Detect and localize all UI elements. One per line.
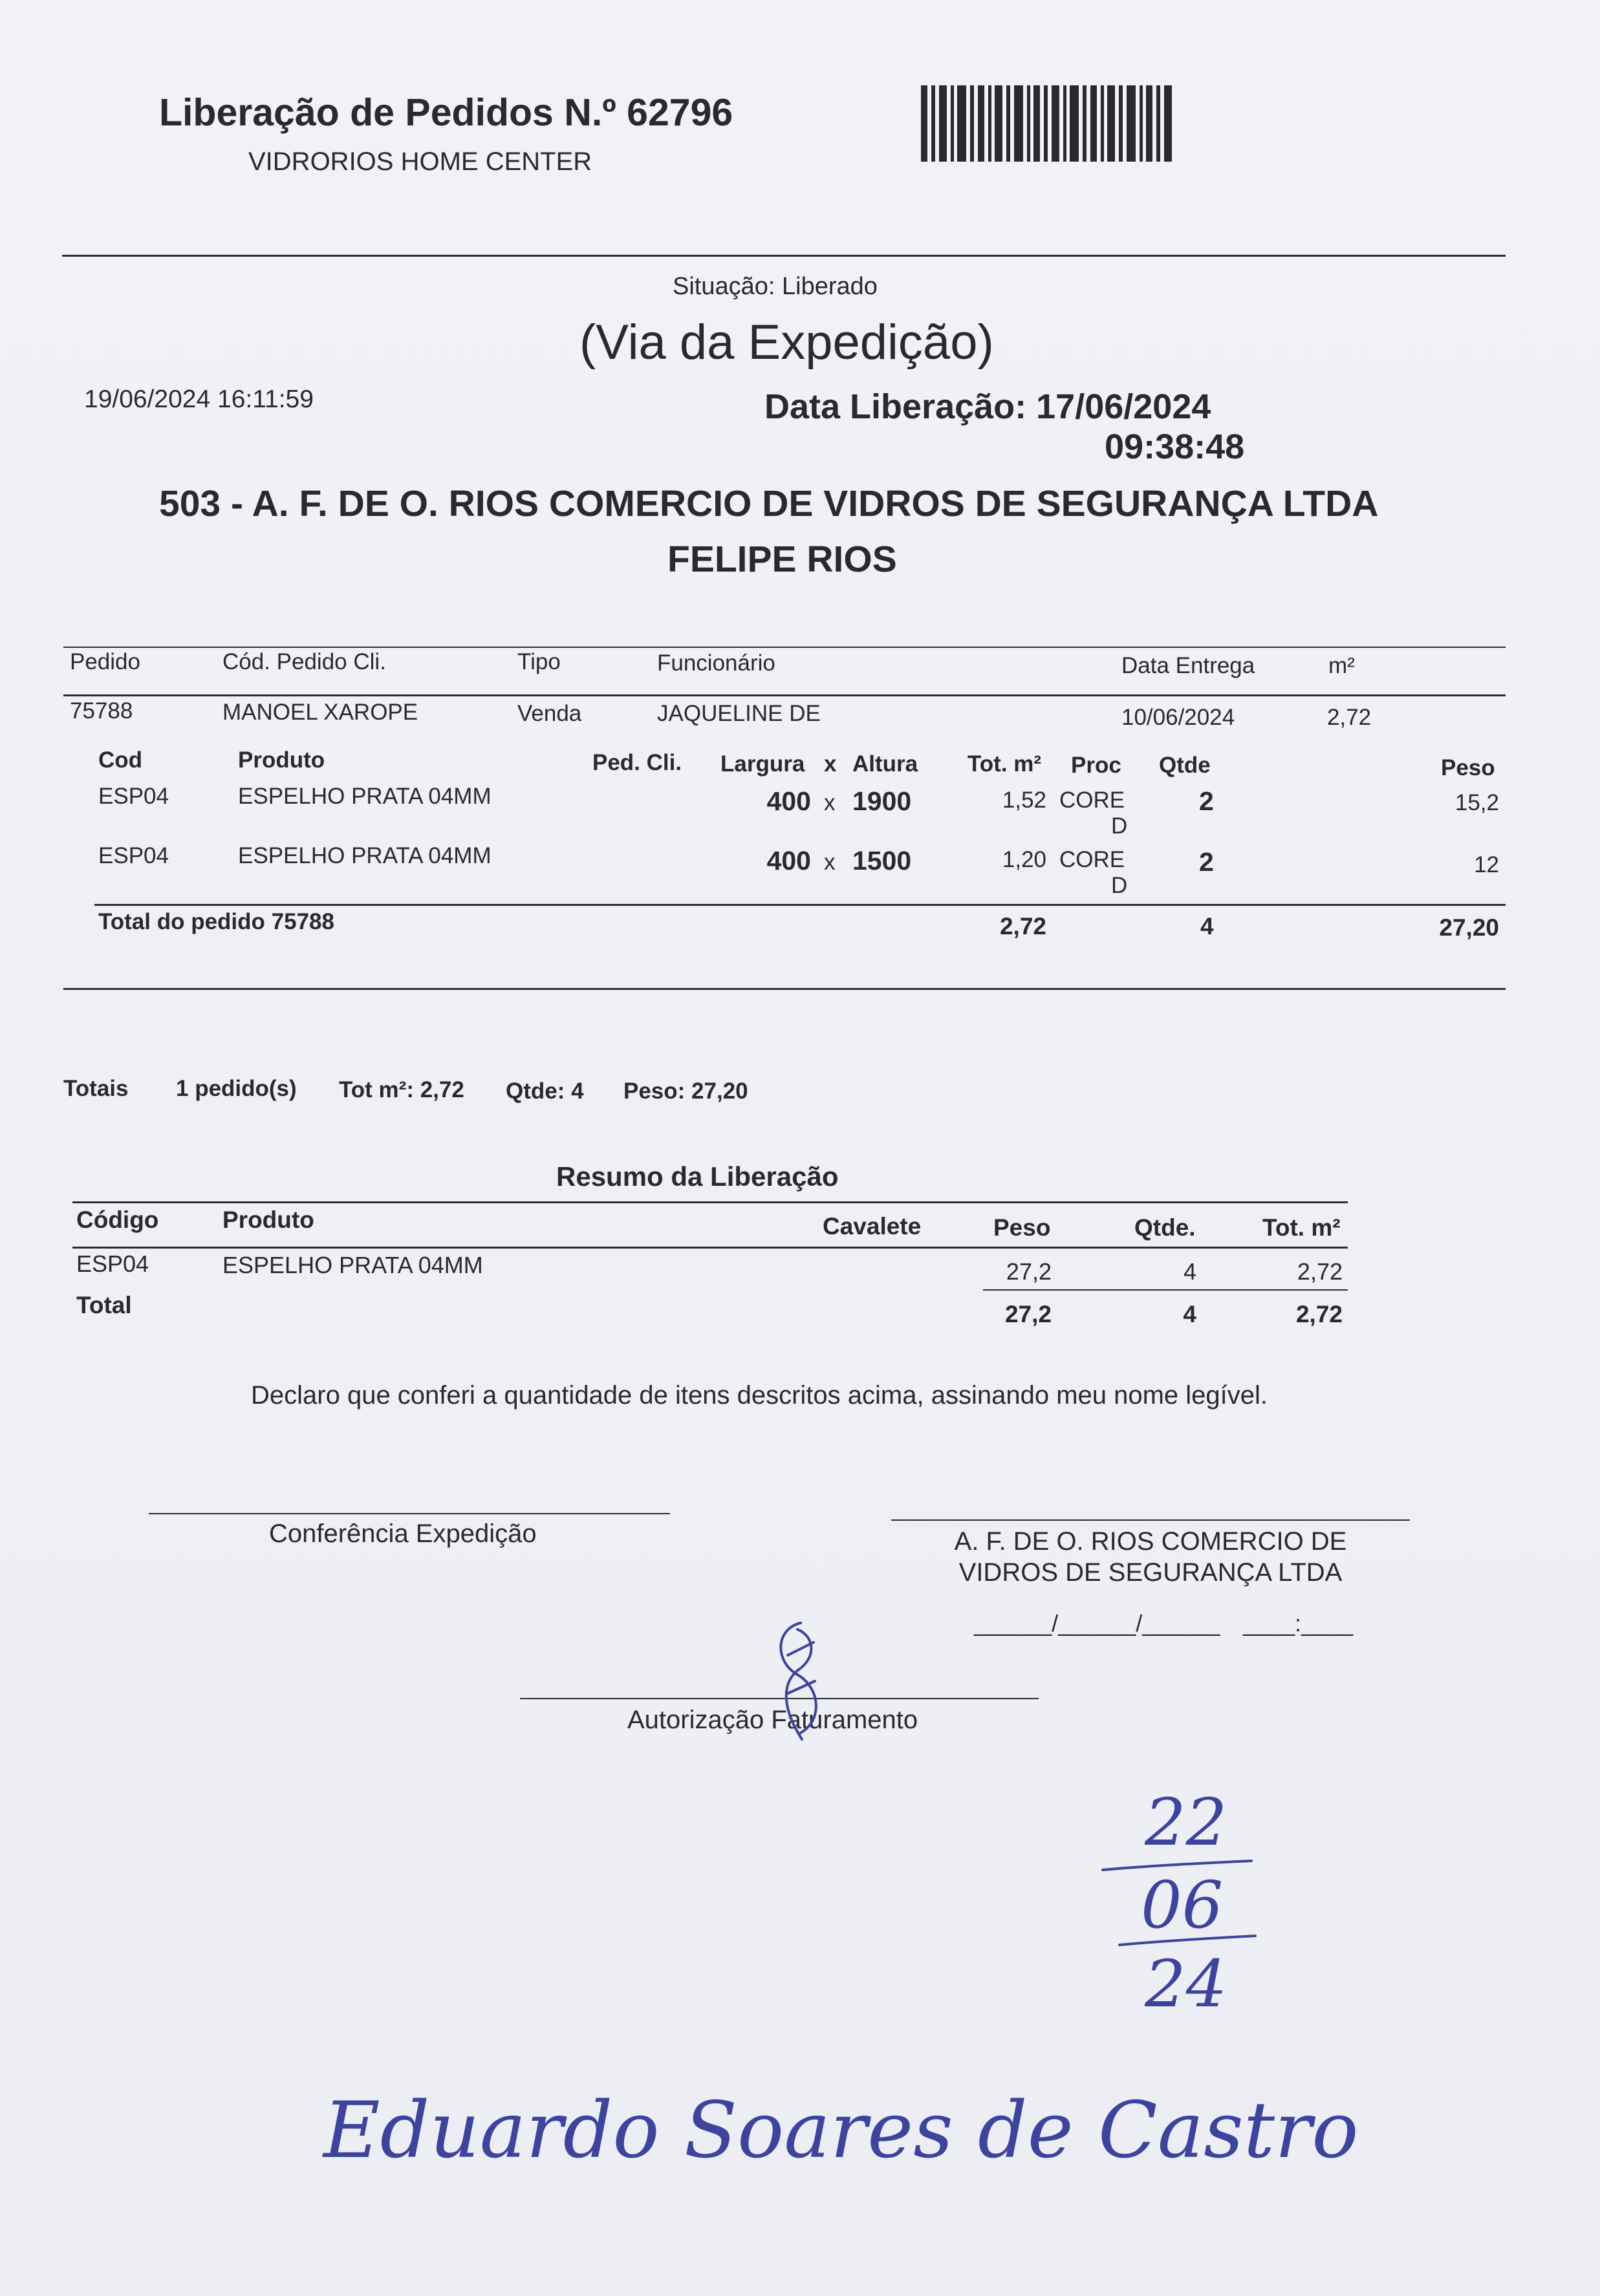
order-section-bottom-line [63,988,1506,990]
item-col-produto: Produto [238,747,325,773]
signature-line-conferencia [149,1513,670,1514]
col-pedido: Pedido [70,649,140,674]
resumo-col-codigo: Código [76,1207,159,1233]
col-m2: m² [1328,653,1355,678]
item-col-ped-cli: Ped. Cli. [592,750,682,775]
release-date: Data Liberação: 17/06/2024 [764,387,1211,426]
resumo-total-tot-m2: 2,72 [1295,1301,1343,1327]
item-col-largura: Largura [720,751,805,777]
date-blank: ______/______/______ [974,1610,1220,1636]
resumo-col-tot-m2: Tot. m² [1262,1214,1341,1241]
order-m2: 2,72 [1327,705,1372,730]
items-bottom-line [94,904,1506,906]
initials-scribble [762,1616,839,1746]
item-col-qtde: Qtde [1159,753,1211,778]
resumo-col-produto: Produto [222,1207,314,1233]
resumo-col-qtde: Qtde. [1134,1214,1196,1241]
order-header-bottom-line [63,694,1506,696]
order-tipo: Venda [517,701,582,726]
col-data-entrega: Data Entrega [1121,653,1255,678]
handwritten-day: 22 [1145,1785,1227,1860]
item-qtde: 2 [1199,786,1214,816]
via-label: (Via da Expedição) [579,315,994,370]
autorizacao-label: Autorização Faturamento [627,1706,918,1734]
resumo-header-line [72,1247,1348,1249]
customer-contact: FELIPE RIOS [667,539,897,580]
item-proc-cont: D [1111,873,1128,898]
totais-m2: Tot m²: 2,72 [339,1077,464,1102]
item-x: x [824,790,836,815]
resumo-row-codigo: ESP04 [76,1250,149,1277]
item-proc: CORE [1059,788,1125,813]
item-qtde: 2 [1199,847,1214,877]
col-funcionario: Funcionário [657,650,775,676]
item-produto: ESPELHO PRATA 04MM [238,784,492,809]
order-data-entrega: 10/06/2024 [1121,705,1235,730]
item-cod: ESP04 [98,843,169,868]
header-divider [62,255,1506,257]
handwritten-month: 06 [1141,1867,1224,1943]
item-col-peso: Peso [1441,755,1495,780]
resumo-row-peso: 27,2 [1006,1258,1052,1285]
totais-label: Totais [63,1076,129,1101]
conferencia-label: Conferência Expedição [269,1519,537,1548]
totais-qtde: Qtde: 4 [506,1078,584,1104]
item-col-x: x [824,751,837,777]
item-col-cod: Cod [98,747,143,773]
company-signature-line1: A. F. DE O. RIOS COMERCIO DE [954,1527,1347,1556]
resumo-col-cavalete: Cavalete [823,1213,922,1239]
item-altura: 1900 [852,786,912,816]
item-largura: 400 [766,786,811,816]
resumo-total-label: Total [76,1292,132,1318]
resumo-top-line [72,1201,1348,1203]
resumo-total-peso: 27,2 [1004,1301,1052,1327]
order-total-m2: 2,72 [999,913,1046,939]
order-total-label: Total do pedido 75788 [98,909,334,934]
item-cod: ESP04 [98,784,169,809]
release-time: 09:38:48 [1105,427,1245,466]
totais-pedidos: 1 pedido(s) [176,1076,297,1101]
order-cod-pedido-cli: MANOEL XAROPE [222,700,418,725]
print-datetime: 19/06/2024 16:11:59 [84,385,314,413]
col-tipo: Tipo [517,649,561,674]
resumo-title: Resumo da Liberação [556,1161,839,1192]
item-produto: ESPELHO PRATA 04MM [238,843,492,868]
customer-line: 503 - A. F. DE O. RIOS COMERCIO DE VIDROS DE SEGURANÇA LTDA [159,483,1379,524]
document-title: Liberação de Pedidos N.º 62796 [159,91,733,134]
resumo-total-qtde: 4 [1183,1301,1196,1327]
item-largura: 400 [766,846,811,875]
item-x: x [824,850,836,875]
resumo-col-peso: Peso [993,1214,1051,1241]
company-signature-line2: VIDROS DE SEGURANÇA LTDA [958,1558,1343,1587]
status-text: Situação: Liberado [673,273,878,300]
barcode [921,85,1173,162]
resumo-row-produto: ESPELHO PRATA 04MM [222,1252,483,1278]
item-col-tot-m2: Tot. m² [968,751,1042,777]
order-total-peso: 27,20 [1439,914,1499,941]
item-col-proc: Proc [1071,753,1121,778]
handwritten-name: Eduardo Soares de Castro [323,2086,1359,2176]
totais-peso: Peso: 27,20 [623,1078,748,1104]
resumo-row-tot-m2: 2,72 [1297,1258,1343,1285]
item-peso: 12 [1474,852,1499,877]
item-tot-m2: 1,52 [1002,788,1046,813]
handwritten-year: 24 [1145,1946,1227,2022]
resumo-row-qtde: 4 [1183,1258,1196,1285]
company-name: VIDRORIOS HOME CENTER [248,147,592,176]
signature-line-company [891,1519,1410,1521]
item-peso: 15,2 [1454,790,1499,815]
item-col-altura: Altura [852,751,918,777]
col-cod-pedido-cli: Cód. Pedido Cli. [222,649,386,674]
item-tot-m2: 1,20 [1002,847,1046,872]
order-funcionario: JAQUELINE DE [657,701,821,726]
resumo-row-line [983,1289,1348,1291]
time-blank: ____:____ [1243,1610,1354,1636]
item-altura: 1500 [852,846,912,875]
order-total-qtde: 4 [1200,913,1214,939]
order-pedido: 75788 [70,698,133,724]
order-header-top-line [63,647,1506,648]
declaration-text: Declaro que conferi a quantidade de itens descritos acima, assinando meu nome legível. [251,1381,1268,1410]
item-proc: CORE [1059,847,1125,872]
item-proc-cont: D [1111,813,1128,839]
